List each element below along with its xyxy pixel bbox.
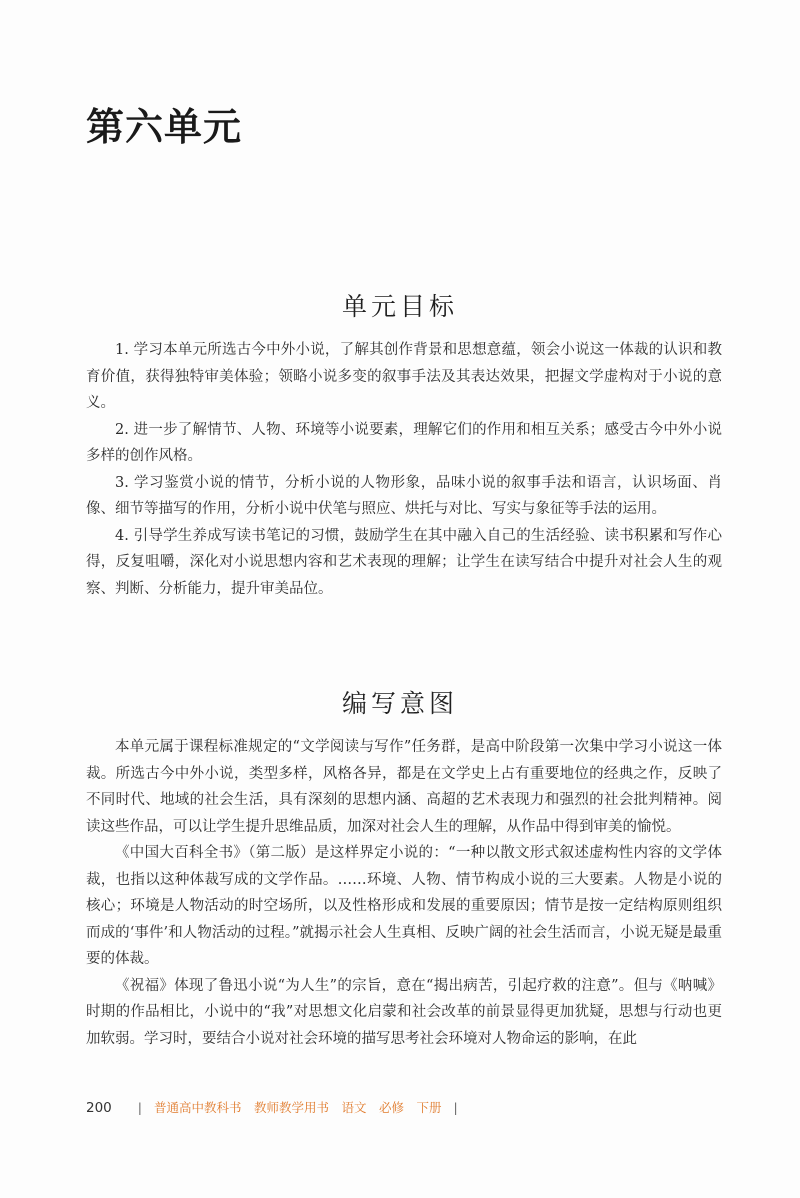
intent-paragraph: 本单元属于课程标准规定的“文学阅读与写作”任务群，是高中阶段第一次集中学习小说这一体裁。所选古今中外小说，类型多样，风格各异，都是在文学史上占有重要地位的经典之作，反映了不同时代、地域的社会生活，具有深刻的思想内涵、高超的艺术表现力和强烈的社会批判精神。阅读这些作品，可以让学生提升思维品质，加深对社会人生的理解，从作品中得到审美的愉悦。	[86, 739, 722, 835]
footer-divider: |	[453, 1100, 458, 1115]
unit-goals-section	[86, 337, 722, 602]
unit-title: 第六单元	[86, 105, 243, 149]
goal-paragraph: 2. 进一步了解情节、人物、环境等小说要素，理解它们的作用和相互关系；感受古今中外小说多样的创作风格。	[86, 421, 722, 464]
writing-intent-section	[86, 734, 722, 1052]
writing-intent-heading: 编写意图	[341, 689, 458, 718]
goal-paragraph: 4. 引导学生养成写读书笔记的习惯，鼓励学生在其中融入自己的生活经验、读书积累和写作心得，反复咀嚼，深化对小说思想内容和艺术表现的理解；让学生在读写结合中提升对社会人生的观察、判断、分析能力，提升审美品位。	[86, 527, 722, 597]
goal-paragraph: 3. 学习鉴赏小说的情节，分析小说的人物形象，品味小说的叙事手法和语言，认识场面、肖像、细节等描写的作用，分析小说中伏笔与照应、烘托与对比、写实与象征等手法的运用。	[86, 474, 722, 517]
footer-divider: |	[137, 1100, 142, 1115]
unit-goals-heading: 单元目标	[341, 292, 458, 321]
goal-paragraph: 1. 学习本单元所选古今中外小说，了解其创作背景和思想意蕴，领会小说这一体裁的认识和教育价值，获得独特审美体验；领略小说多变的叙事手法及其表达效果，把握文学虚构对于小说的意义。	[86, 342, 722, 411]
page-number: 200	[86, 1100, 112, 1116]
page-footer	[86, 1098, 466, 1116]
intent-paragraph: 《祝福》体现了鲁迅小说“为人生”的宗旨，意在“揭出病苦，引起疗救的注意”。但与《呐喊》时期的作品相比，小说中的“我”对思想文化启蒙和社会改革的前景显得更加犹疑，思想与行动也更加软弱。学习时，要结合小说对社会环境的描写思考社会环境对人物命运的影响，在此	[86, 977, 722, 1047]
intent-paragraph: 《中国大百科全书》（第二版）是这样界定小说的：“一种以散文形式叙述虚构性内容的文学体裁，也指以这种体裁写成的文学作品。……环境、人物、情节构成小说的三大要素。人物是小说的核心；环境是人物活动的时空场所，以及性格形成和发展的重要原因；情节是按一定结构原则组织而成的‘事件’和人物活动的过程。”就揭示社会人生真相、反映广阔的社会生活而言，小说无疑是最重要的体裁。	[86, 845, 722, 967]
series-title: 普通高中教科书 教师教学用书 语文 必修 下册	[153, 1100, 442, 1115]
